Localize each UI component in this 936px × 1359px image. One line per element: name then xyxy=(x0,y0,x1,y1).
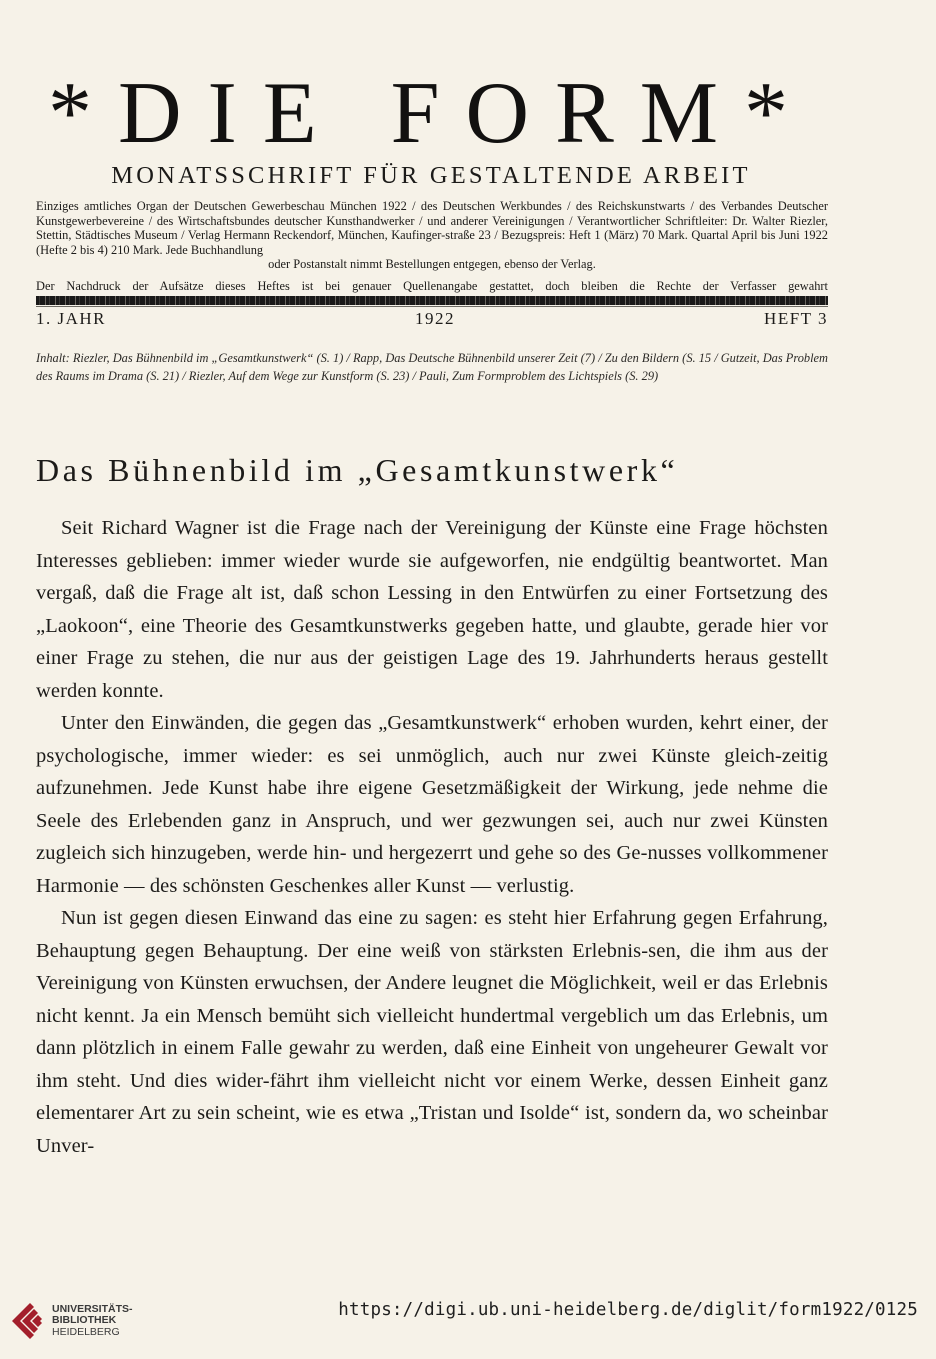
publication-info-text: Einziges amtliches Organ der Deutschen Gewerbeschau München 1922 / des Deutschen Werkbundes / des Reichskunstwarts / des Verbandes Deutscher Kunstgewerbevereine / des Wirtschaftsbundes deutscher Kunsthandwerker / und anderer Vereinigungen / Verantwortlicher Schriftleiter: Dr. Walter Riezler, Stettin, Städtisches Museum / Verlag Hermann Reckendorf, München, Kaufinger-straße 23 / Bezugspreis: Heft 1 (März) 70 Mark. Quartal April bis Juni 1922 (Hefte 2 bis 4) 210 Mark. Jede Buchhandlung xyxy=(36,199,828,257)
library-logo[interactable] xyxy=(10,1296,220,1346)
paragraph: Nun ist gegen diesen Einwand das eine zu sagen: es steht hier Erfahrung gegen Erfahrung, Behauptung gegen Behauptung. Der eine weiß von stärksten Erlebnis-sen, die ihm aus der Vereinigung von Künsten erwuchsen, der Andere leugnet die Möglichkeit, weil er das Erlebnis nicht kennt. Ja ein Mensch bemüht sich vielleicht hundertmal vergeblich um das Erlebnis, um dann plötzlich in einem Falle gewahr zu werden, daß eine Einheit von ungeheurer Gewalt vor ihm steht. Und dies wider-fährt ihm vielleicht nicht vor einem Werke, dessen Einheit ganz elementarer Art zu sein scheint, wie es etwa „Tristan und Isolde“ ist, sondern da, wo scheinbar Unver- xyxy=(36,907,828,1157)
thin-rule xyxy=(36,306,828,307)
issue-number: HEFT 3 xyxy=(764,309,828,328)
masthead-title: *DIE FORM* xyxy=(47,65,815,162)
library-name xyxy=(52,1304,133,1339)
article-body xyxy=(36,512,828,1162)
library-name-line2: BIBLIOTHEK xyxy=(52,1314,117,1327)
paragraph: Unter den Einwänden, die gegen das „Gesamtkunstwerk“ erhoben wurden, kehrt einer, der psychologische, immer wieder: es sei unmöglich, auch nur zwei Künste gleich-zeitig aufzunehmen. Jede Kunst habe ihre eigene Gesetzmäßigkeit der Wirkung, jede nehme die Seele des Erlebenden ganz in Anspruch, und wer gezwungen sei, auch nur zwei Künsten zugleich sich hinzugeben, werde hin- und hergezerrt und gehe so des Ge-nusses vollkommener Harmonie — des schönsten Geschenkes aller Kunst — verlustig. xyxy=(36,712,828,897)
publication-info xyxy=(36,199,828,272)
permalink-url[interactable]: https://digi.ub.uni-heidelberg.de/diglit/form1922/0125 xyxy=(338,1300,918,1320)
issue-date: 1922 xyxy=(415,309,456,328)
article-headline: Das Bühnenbild im „Gesamtkunstwerk“ xyxy=(36,452,679,488)
library-name-line3: HEIDELBERG xyxy=(52,1325,120,1338)
reprint-notice: Der Nachdruck der Aufsätze dieses Heftes ist bei genauer Quellenangabe gestattet, doch bleiben die Rechte der Verfasser gewahrt xyxy=(36,279,828,293)
paragraph: Seit Richard Wagner ist die Frage nach der Vereinigung der Künste eine Frage höchsten Interesses geblieben: immer wieder wurde sie aufgeworfen, nie endgültig beantwortet. Man vergaß, daß die Frage alt ist, daß schon Lessing in den Entwürfen zu einer Fortsetzung des „Laokoon“, eine Theorie des Gesamtkunstwerks gegeben hatte, und glaubte, gerade hier vor einer Frage zu stehen, die nur aus der geistigen Lage des 19. Jahrhunderts heraus gestellt werden konnte. xyxy=(36,517,828,702)
decorative-rule xyxy=(36,296,828,305)
table-of-contents: Inhalt: Riezler, Das Bühnenbild im „Gesamtkunstwerk“ (S. 1) / Rapp, Das Deutsche Bühnenbild unserer Zeit (7) / Zu den Bildern (S. 15 / Gutzeit, Das Problem des Raums im Drama (S. 21) / Riezler, Auf dem Wege zur Kunstform (S. 23) / Pauli, Zum Formproblem des Lichtspiels (S. 29) xyxy=(36,351,828,383)
masthead-subtitle: MONATSSCHRIFT FÜR GESTALTENDE ARBEIT xyxy=(111,162,751,189)
library-emblem-icon xyxy=(10,1301,44,1341)
issue-year: 1. JAHR xyxy=(36,309,107,328)
publication-info-last-line: oder Postanstalt nimmt Bestellungen entgegen, ebenso der Verlag. xyxy=(268,257,596,271)
issue-line xyxy=(36,309,828,329)
library-name-line1: UNIVERSITÄTS- xyxy=(52,1302,133,1315)
